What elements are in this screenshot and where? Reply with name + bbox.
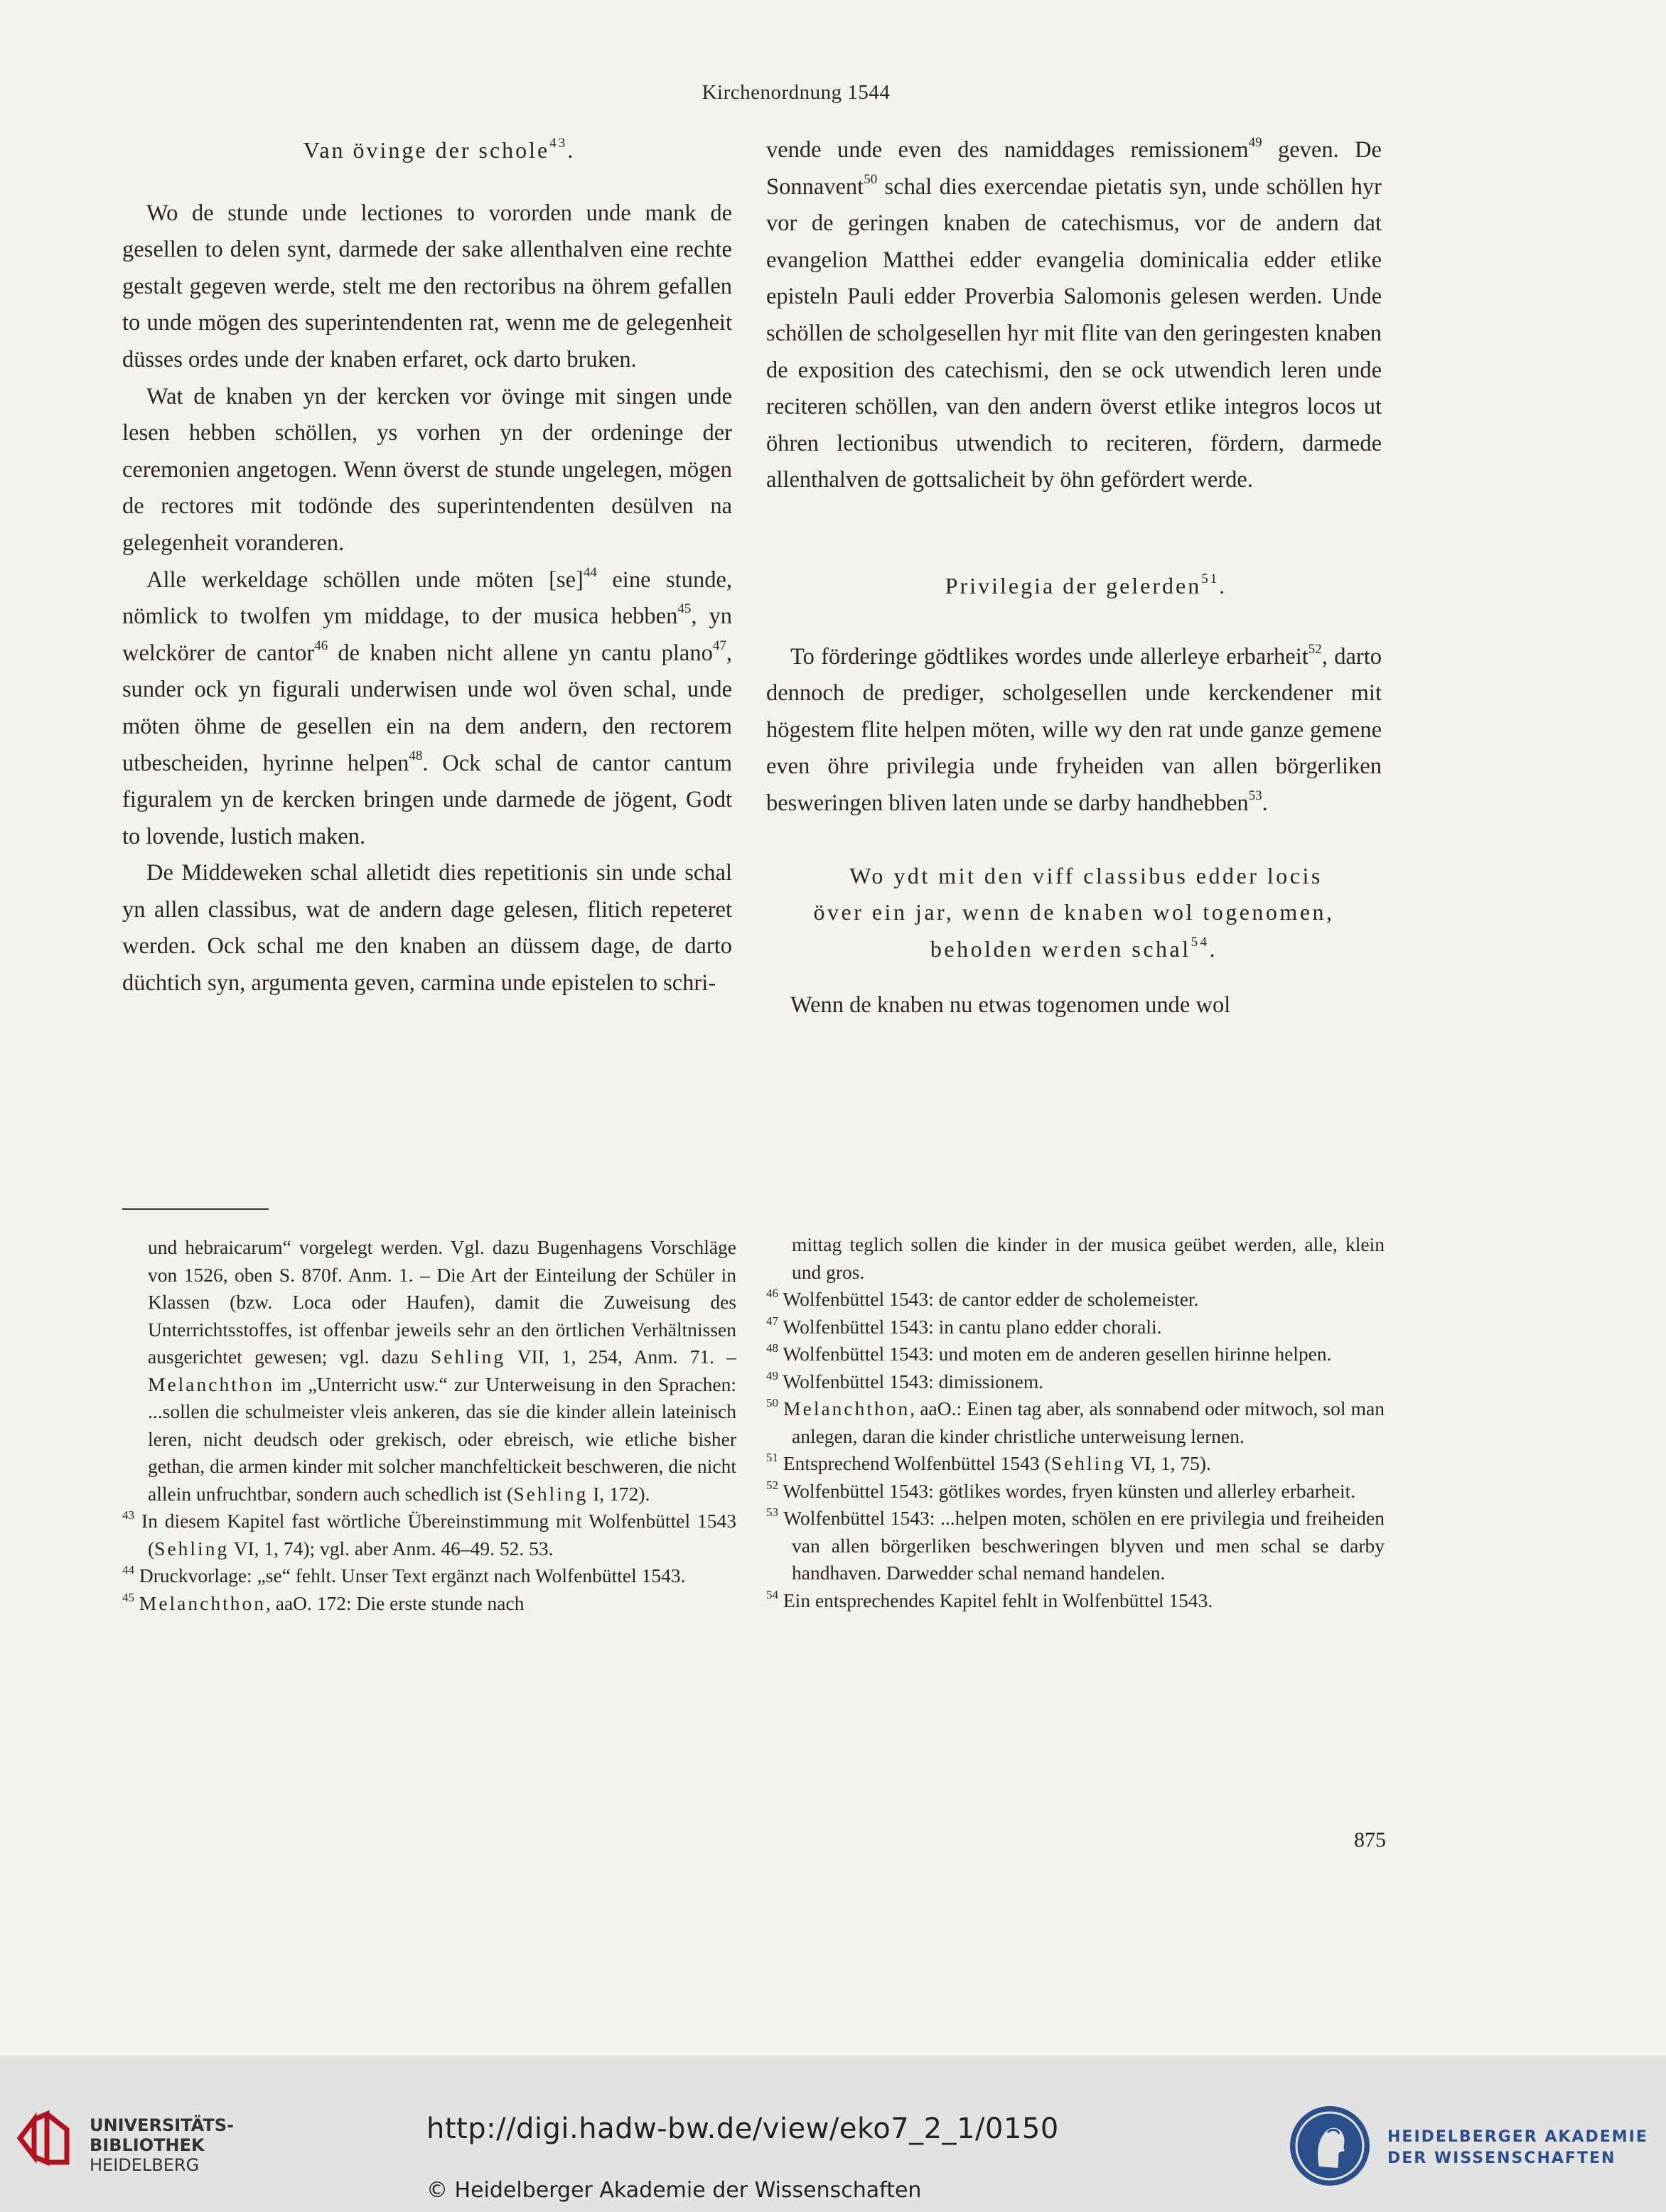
footnote-number: 52 <box>766 1478 778 1492</box>
paragraph-werkeldage <box>122 562 732 856</box>
footnote-continuation: mittag teglich sollen die kinder in der musica geübet werden, alle, klein und gros. <box>792 1233 1385 1283</box>
footnote-51 <box>766 1450 1385 1478</box>
footnote-43 <box>122 1508 736 1562</box>
section-heading-classibus <box>766 858 1382 968</box>
footnote-50 <box>766 1395 1385 1450</box>
author-name: Sehling <box>430 1346 505 1368</box>
footnote-49 <box>766 1368 1385 1396</box>
footnote-number: 54 <box>766 1587 778 1601</box>
footnote-continuation <box>122 1234 736 1508</box>
footnote-ref: 50 <box>864 171 878 187</box>
text-segment: . <box>1262 790 1268 816</box>
footnote-text: VII, 1, 254, Anm. 71. – <box>505 1346 736 1368</box>
running-head: Kirchenordnung 1544 <box>702 81 891 104</box>
footnote-text: In diesem Kapitel fast wörtliche Übereinstimmung mit Wolfenbüttel 1543 ( <box>141 1510 737 1559</box>
paragraph-knaben: Wat de knaben yn der kercken vor övinge mit singen unde lesen hebben schöllen, ys vorhen yn der ordeninge der ceremonien angetogen. Wenn överst de stunde ungelegen, mögen de rectores mit todönde des superintendenten desülven na gelegenheit voranderen. <box>122 383 732 556</box>
footnote-48 <box>766 1341 1385 1368</box>
footnote-text: Wolfenbüttel 1543: in cantu plano edder chorali. <box>783 1315 1162 1338</box>
footnote-ref: 54 <box>1191 934 1210 950</box>
author-name: Melanchthon <box>148 1373 275 1395</box>
footnote-number: 47 <box>766 1314 778 1328</box>
footnote-47 <box>766 1314 1385 1341</box>
footnote-46 <box>766 1286 1385 1314</box>
footnote-number: 43 <box>122 1508 134 1522</box>
footnote-52 <box>766 1478 1385 1505</box>
heading-text: Privilegia der gelerden <box>945 572 1202 598</box>
footnote-text: Druckvorlage: „se“ fehlt. Unser Text ergänzt nach Wolfenbüttel 1543. <box>139 1564 686 1586</box>
footnote-ref: 46 <box>314 638 328 653</box>
footnote-text: , aaO. 172: Die erste stunde nach <box>265 1591 525 1614</box>
author-name: Sehling <box>154 1537 230 1559</box>
footnote-number: 48 <box>766 1341 778 1355</box>
ub-line: BIBLIOTHEK <box>90 2135 205 2155</box>
academy-name <box>1387 2127 1648 2169</box>
paragraph-stunde: Wo de stunde unde lectiones to vororden unde mank de gesellen to delen synt, darmede der sake allenthalven eine rechte gestalt gegeven werde, stelt me den rectoribus na öhrem gefallen to unde mögen des superintendenten rat, wenn me de gelegenheit düsses ordes unde der knaben erfaret, ock darto bruken. <box>122 200 732 372</box>
heading-line: beholden werden schal <box>930 935 1191 962</box>
footnote-ref: 53 <box>1248 788 1262 803</box>
footnote-text: Wolfenbüttel 1543: dimissionem. <box>783 1370 1044 1392</box>
university-library-name <box>90 2115 234 2175</box>
author-name: Sehling <box>513 1482 589 1505</box>
heading-punct: . <box>567 137 576 163</box>
heading-punct: . <box>1219 572 1227 598</box>
footnote-ref: 45 <box>677 601 692 617</box>
footnote-text: VI, 1, 74); vgl. aber Anm. 46–49. 52. 53. <box>229 1537 554 1559</box>
footnote-ref: 49 <box>1248 135 1262 150</box>
footnote-text: VI, 1, 75). <box>1125 1452 1211 1474</box>
university-library-logo-icon[interactable] <box>16 2110 72 2167</box>
heading-text: Van övinge der schole <box>303 137 550 163</box>
text-segment: geven. De Sonnavent <box>766 137 1382 200</box>
footnote-44 <box>122 1562 736 1590</box>
paragraph-vende <box>766 132 1382 499</box>
footnote-ref: 51 <box>1201 571 1220 586</box>
text-segment: schal dies exercendae pietatis syn, unde schöllen hyr vor de geringen knaben de catechismus, vor de andern dat evangelion Matthei edder evangelia dominicalia edder etlike episteln Pauli edder Proverbia Salomonis gelesen werden. Unde schöllen de scholgesellen hyr mit flite van den geringesten knaben de exposition des catechismi, den se ock utwendich leren unde reciteren schöllen, van den andern överst etlike integros locos ut öhren lectionibus utwendich to reciteren, fördern, darmede allenthalven de gottsalicheit by öhn gefördert werde. <box>766 173 1382 493</box>
footnote-53 <box>766 1505 1385 1587</box>
heading-punct: . <box>1209 935 1218 962</box>
footnote-text: Wolfenbüttel 1543: und moten em de anderen gesellen hirinne helpen. <box>783 1343 1332 1365</box>
footnote-ref: 43 <box>549 136 568 151</box>
paragraph-foerderinge <box>766 639 1382 822</box>
footnote-number: 53 <box>766 1505 778 1519</box>
text-segment: , yn welckörer de cantor <box>122 603 733 666</box>
footnote-number: 51 <box>766 1451 778 1464</box>
footnote-45 <box>122 1590 736 1618</box>
text-segment: , sunder ock yn figurali underwisen unde wol öven schal, unde möten öhme de gesellen ein na dem andern, den rectorem utbescheiden, hyrinne helpen <box>122 640 732 776</box>
footnote-rule <box>122 1208 269 1210</box>
academy-line: HEIDELBERGER AKADEMIE <box>1387 2128 1648 2146</box>
footnote-text: Entsprechend Wolfenbüttel 1543 ( <box>783 1452 1051 1474</box>
paragraph-middeweken: De Middeweken schal alletidt dies repetitionis sin unde schal yn allen classibus, wat de andern dage gelesen, flitich repeteret werden. Ock schal me den knaben an düssem dage, de darto düchtich syn, argumenta geven, carmina unde epistelen to schri- <box>122 860 732 997</box>
footnote-ref: 44 <box>583 564 597 580</box>
text-segment: . Ock schal de cantor cantum figuralem yn de kercken bringen unde darmede de jögent, Godt to lovende, lustich maken. <box>122 750 732 849</box>
author-name: Melanchthon <box>139 1591 266 1614</box>
footnote-number: 50 <box>766 1396 778 1410</box>
footnote-54 <box>766 1587 1385 1615</box>
text-segment: eine stunde, nömlick to twolfen ym middage, to der musica hebben <box>122 567 732 630</box>
footnote-text: , aaO.: Einen tag aber, als sonnabend oder mitwoch, sol man anlegen, daran die kinder christliche unterweisung lernen. <box>792 1397 1385 1447</box>
section-heading-privilegia <box>766 568 1382 605</box>
footnote-number: 45 <box>122 1590 134 1604</box>
author-name: Melanchthon <box>783 1397 910 1419</box>
footnote-ref: 47 <box>712 638 726 653</box>
text-segment: Alle werkeldage schöllen unde möten [se] <box>146 567 584 593</box>
footnote-text: im „Unterricht usw.“ zur Unterweisung in den Sprachen: ...sollen die schulmeister vleis ankeren, das sie die kinder allein lateinisch leren, nicht deudsch oder grekisch, oder ebreisch, wie etliche bisher gethan, die armen kinder mit solcher manchfeltickeit beschweren, die nicht allein unfruchtbar, sondern auch schedlich ist ( <box>148 1373 736 1505</box>
footnotes-right <box>766 1231 1385 1614</box>
footnote-text: I, 172). <box>588 1482 650 1505</box>
page-number: 875 <box>1354 1828 1386 1852</box>
footnote-ref: 48 <box>409 748 423 763</box>
footer-bar <box>0 2056 1666 2212</box>
ub-line: UNIVERSITÄTS- <box>90 2115 235 2135</box>
text-segment: To förderinge gödtlikes wordes unde allerleye erbarheit <box>790 643 1308 670</box>
left-column <box>122 132 732 1002</box>
heading-line: Wo ydt mit den viff classibus edder locis <box>849 862 1323 888</box>
footnote-text: Ein entsprechendes Kapitel fehlt in Wolfenbüttel 1543. <box>783 1589 1213 1611</box>
academy-line: DER WISSENSCHAFTEN <box>1387 2149 1616 2167</box>
footnote-text: und hebraicarum“ vorgelegt werden. Vgl. dazu Bugenhagens Vorschläge von 1526, oben S. 870f. Anm. 1. – Die Art der Einteilung der Schüler in Klassen (bzw. Loca oder Haufen), damit die Zuweisung des Unterrichtsstoffes, ist offenbar jeweils sehr an den örtlichen Verhältnissen ausgerichtet gewesen; vgl. dazu <box>148 1236 736 1368</box>
copyright-notice: © Heidelberger Akademie der Wissenschaften <box>426 2178 922 2203</box>
footnote-number: 49 <box>766 1368 778 1382</box>
text-segment: vende unde even des namiddages remissionem <box>766 137 1249 163</box>
footnotes-left <box>122 1234 736 1617</box>
heading-line: över ein jar, wenn de knaben wol togenomen, <box>813 899 1335 925</box>
right-column <box>766 132 1382 1024</box>
ub-line: HEIDELBERG <box>90 2155 200 2175</box>
academy-seal-icon[interactable] <box>1288 2104 1372 2188</box>
section-heading-schole <box>122 132 732 169</box>
footnote-number: 44 <box>122 1563 134 1577</box>
permalink-url[interactable]: http://digi.hadw-bw.de/view/eko7_2_1/0150 <box>426 2112 1059 2145</box>
text-segment: , darto dennoch de prediger, scholgesellen unde kerckendener mit högestem flite helpen möten, wille wy den rat unde ganze gemene even öhre privilegia unde fryheiden van allen börgerliken besweringen bliven laten unde se darby handhebben <box>766 643 1382 816</box>
footnote-ref: 52 <box>1308 641 1322 657</box>
paragraph-wenn: Wenn de knaben nu etwas togenomen unde wol <box>790 992 1231 1019</box>
footnote-text: Wolfenbüttel 1543: de cantor edder de scholemeister. <box>783 1288 1199 1310</box>
author-name: Sehling <box>1050 1452 1126 1474</box>
footnote-text: Wolfenbüttel 1543: ...helpen moten, schölen en ere privilegia und freiheiden van allen börgerliken beschweringen blyven und men schal se darby handhaven. Darwedder schal nemand handelen. <box>783 1507 1385 1584</box>
text-segment: de knaben nicht allene yn cantu plano <box>328 640 713 666</box>
footnote-text: Wolfenbüttel 1543: götlikes wordes, fryen künsten und allerley erbarheit. <box>783 1479 1356 1502</box>
footnote-number: 46 <box>766 1287 778 1300</box>
